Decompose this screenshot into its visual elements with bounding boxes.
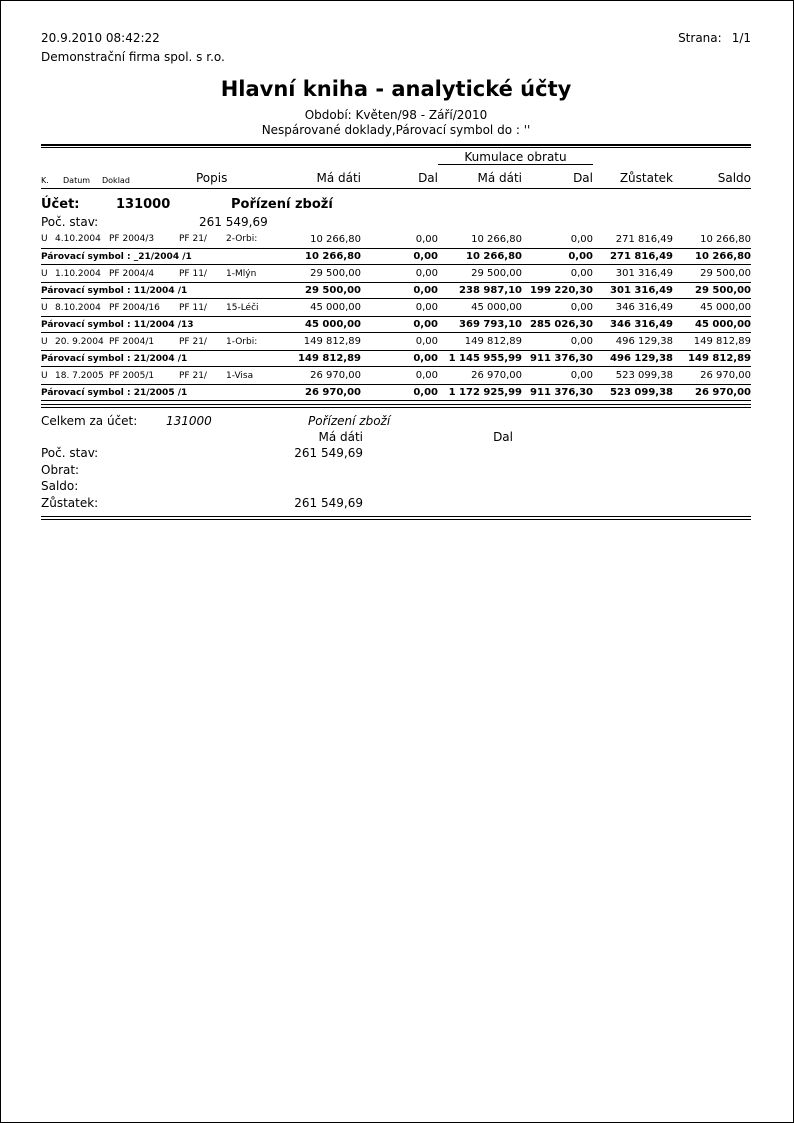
cell-ma-dati: 10 266,80 — [291, 249, 361, 265]
cell-k: U — [41, 302, 48, 313]
summary-row-opening — [41, 445, 751, 462]
ledger-entry-row — [41, 299, 751, 317]
cell-doklad: PF 2004/1 — [109, 336, 155, 347]
ledger-rows-body — [41, 231, 751, 401]
report-title: Hlavní kniha - analytické účty — [220, 77, 572, 101]
col-header-kum-dal: Dal — [522, 164, 593, 188]
cell-ma-dati: 29 500,00 — [310, 268, 361, 279]
page-header — [41, 31, 751, 65]
cell-saldo: 149 812,89 — [693, 336, 751, 347]
page-indicator-value: 1/1 — [731, 31, 751, 45]
cell-ma-dati: 10 266,80 — [310, 233, 361, 245]
summary-row-obrat — [41, 462, 751, 479]
summary-row-zustatek — [41, 495, 751, 512]
cell-label: Párovací symbol : 21/2005 /1 — [41, 385, 291, 401]
cell-zustatek: 496 129,38 — [593, 351, 673, 367]
spacer-cell — [593, 148, 751, 164]
summary-heading — [41, 413, 751, 430]
cell-popis1: PF 11/ — [179, 302, 207, 313]
cell-popis2: 1-Mlýn — [226, 268, 257, 279]
col-header-datum: Datum — [55, 164, 102, 188]
summary-account-name: Pořízení zboží — [308, 414, 391, 428]
company-name: Demonstrační firma spol. s r.o. — [41, 50, 225, 64]
summary-row-value: 261 549,69 — [294, 495, 363, 510]
col-header-kum-ma-dati: Má dáti — [438, 164, 522, 188]
cell-doklad: PF 2005/1 — [109, 370, 155, 381]
cell-popis1: PF 21/ — [179, 336, 207, 347]
cell-kum-ma-dati: 369 793,10 — [438, 317, 522, 333]
cell-k: U — [41, 370, 48, 381]
cell-dal: 0,00 — [415, 370, 438, 381]
cell-kum-dal: 0,00 — [522, 249, 593, 265]
cell-datum: 1.10.2004 — [55, 268, 101, 279]
cell-zustatek: 301 316,49 — [593, 283, 673, 299]
cell-saldo: 45 000,00 — [700, 302, 751, 313]
spacer-cell — [41, 148, 438, 164]
cell-dal: 0,00 — [361, 249, 438, 265]
report-period: Období: Květen/98 - Září/2010 — [304, 108, 488, 122]
cell-k: U — [41, 234, 48, 245]
kumulace-group-header: Kumulace obratu — [438, 148, 593, 164]
cell-zustatek: 271 816,49 — [593, 249, 673, 265]
ledger-entry-row — [41, 231, 751, 249]
cell-popis1: PF 21/ — [179, 234, 207, 245]
cell-saldo: 29 500,00 — [700, 268, 751, 279]
col-header-k: K. — [41, 164, 55, 188]
cell-zustatek: 523 099,38 — [593, 385, 673, 401]
account-label: Účet: — [41, 196, 80, 212]
col-header-zustatek: Zůstatek — [593, 164, 673, 188]
cell-label: Párovací symbol : 21/2004 /1 — [41, 351, 291, 367]
cell-ma-dati: 26 970,00 — [291, 385, 361, 401]
cell-saldo: 10 266,80 — [700, 233, 751, 245]
cell-kum-ma-dati: 238 987,10 — [438, 283, 522, 299]
ledger-entry-row — [41, 333, 751, 351]
report-end-divider — [41, 516, 751, 520]
cell-kum-ma-dati: 29 500,00 — [471, 268, 522, 279]
cell-dal: 0,00 — [361, 283, 438, 299]
account-name: Pořízení zboží — [231, 196, 333, 212]
cell-kum-dal: 199 220,30 — [522, 283, 593, 299]
cell-dal: 0,00 — [415, 336, 438, 347]
cell-kum-dal: 0,00 — [570, 302, 593, 313]
cell-kum-ma-dati: 1 145 955,99 — [438, 351, 522, 367]
cell-popis2: 1-Orbi: — [226, 336, 258, 347]
summary-col-dal: Dal — [493, 430, 513, 444]
report-content — [1, 1, 794, 520]
summary-row-value: 261 549,69 — [294, 446, 363, 460]
cell-dal: 0,00 — [415, 268, 438, 279]
cell-datum: 4.10.2004 — [55, 234, 101, 245]
kumulace-group-row — [41, 148, 751, 164]
print-datetime: 20.9.2010 08:42:22 — [41, 31, 160, 45]
cell-kum-dal: 911 376,30 — [522, 351, 593, 367]
account-summary — [41, 413, 751, 511]
cell-ma-dati: 45 000,00 — [291, 317, 361, 333]
cell-saldo: 26 970,00 — [673, 385, 751, 401]
cell-doklad: PF 2004/16 — [109, 302, 160, 313]
cell-zustatek: 346 316,49 — [593, 317, 673, 333]
cell-zustatek: 346 316,49 — [615, 302, 673, 313]
col-header-popis: Popis — [166, 164, 291, 188]
cell-kum-dal: 285 026,30 — [522, 317, 593, 333]
cell-popis1: PF 11/ — [179, 268, 207, 279]
cell-zustatek: 523 099,38 — [615, 370, 673, 381]
cell-doklad: PF 2004/3 — [109, 234, 155, 245]
cell-kum-dal: 0,00 — [570, 370, 593, 381]
opening-balance-line — [41, 214, 751, 231]
summary-row-label: Poč. stav: — [41, 446, 99, 460]
cell-zustatek: 301 316,49 — [615, 268, 673, 279]
cell-kum-ma-dati: 10 266,80 — [471, 233, 522, 245]
summary-account-number: 131000 — [166, 414, 212, 428]
section-divider — [41, 404, 751, 408]
summary-label: Celkem za účet: — [41, 414, 138, 428]
cell-zustatek: 496 129,38 — [615, 336, 673, 347]
cell-dal: 0,00 — [415, 233, 438, 245]
cell-label: Párovací symbol : _21/2004 /1 — [41, 249, 291, 265]
summary-row-label: Zůstatek: — [41, 495, 99, 510]
cell-saldo: 10 266,80 — [673, 249, 751, 265]
cell-saldo: 26 970,00 — [700, 370, 751, 381]
summary-row-label: Obrat: — [41, 462, 80, 477]
cell-kum-ma-dati: 149 812,89 — [464, 336, 522, 347]
cell-ma-dati: 29 500,00 — [291, 283, 361, 299]
page-indicator-label: Strana: — [678, 31, 722, 45]
pairing-symbol-row — [41, 317, 751, 333]
cell-kum-ma-dati: 45 000,00 — [471, 302, 522, 313]
col-header-saldo: Saldo — [673, 164, 751, 188]
cell-kum-dal: 0,00 — [570, 233, 593, 245]
cell-dal: 0,00 — [415, 302, 438, 313]
cell-label: Párovací symbol : 11/2004 /13 — [41, 317, 291, 333]
cell-kum-dal: 911 376,30 — [522, 385, 593, 401]
account-heading — [41, 196, 751, 214]
ledger-entry-row — [41, 367, 751, 385]
opening-balance-value: 261 549,69 — [199, 214, 268, 229]
cell-datum: 18. 7.2005 — [55, 370, 104, 381]
account-number: 131000 — [116, 196, 171, 212]
pairing-symbol-row — [41, 385, 751, 401]
column-header-row — [41, 164, 751, 188]
cell-zustatek: 271 816,49 — [615, 233, 673, 245]
cell-saldo: 149 812,89 — [673, 351, 751, 367]
cell-doklad: PF 2004/4 — [109, 268, 155, 279]
cell-saldo: 45 000,00 — [673, 317, 751, 333]
cell-datum: 20. 9.2004 — [55, 336, 104, 347]
ledger-entry-row — [41, 265, 751, 283]
cell-dal: 0,00 — [361, 351, 438, 367]
cell-saldo: 29 500,00 — [673, 283, 751, 299]
cell-kum-ma-dati: 1 172 925,99 — [438, 385, 522, 401]
cell-kum-dal: 0,00 — [570, 268, 593, 279]
col-header-ma-dati: Má dáti — [291, 164, 361, 188]
cell-popis2: 2-Orbi: — [226, 234, 258, 245]
summary-columns — [41, 430, 751, 445]
cell-ma-dati: 26 970,00 — [310, 370, 361, 381]
cell-datum: 8.10.2004 — [55, 302, 101, 313]
cell-dal: 0,00 — [361, 317, 438, 333]
cell-ma-dati: 149 812,89 — [303, 336, 361, 347]
cell-label: Párovací symbol : 11/2004 /1 — [41, 283, 291, 299]
page-header-left — [41, 31, 225, 65]
cell-kum-ma-dati: 10 266,80 — [438, 249, 522, 265]
pairing-symbol-row — [41, 249, 751, 265]
cell-ma-dati: 45 000,00 — [310, 302, 361, 313]
summary-col-ma-dati: Má dáti — [318, 430, 363, 444]
pairing-symbol-row — [41, 283, 751, 299]
col-header-doklad: Doklad — [102, 164, 166, 188]
report-filter: Nespárované doklady,Párovací symbol do : '' — [261, 123, 531, 137]
pairing-symbol-row — [41, 351, 751, 367]
ledger-header-table — [41, 148, 751, 189]
cell-popis2: 1-Visa — [226, 370, 254, 381]
summary-row-label: Saldo: — [41, 479, 79, 493]
cell-dal: 0,00 — [361, 385, 438, 401]
cell-popis2: 15-Léči — [226, 302, 259, 313]
page-indicator — [678, 31, 751, 46]
cell-ma-dati: 149 812,89 — [291, 351, 361, 367]
cell-kum-dal: 0,00 — [570, 336, 593, 347]
cell-kum-ma-dati: 26 970,00 — [471, 370, 522, 381]
ledger-rows-table — [41, 231, 751, 402]
col-header-dal: Dal — [361, 164, 438, 188]
summary-row-saldo — [41, 478, 751, 495]
cell-k: U — [41, 268, 48, 279]
cell-popis1: PF 21/ — [179, 370, 207, 381]
opening-balance-label: Poč. stav: — [41, 214, 99, 229]
cell-k: U — [41, 336, 48, 347]
